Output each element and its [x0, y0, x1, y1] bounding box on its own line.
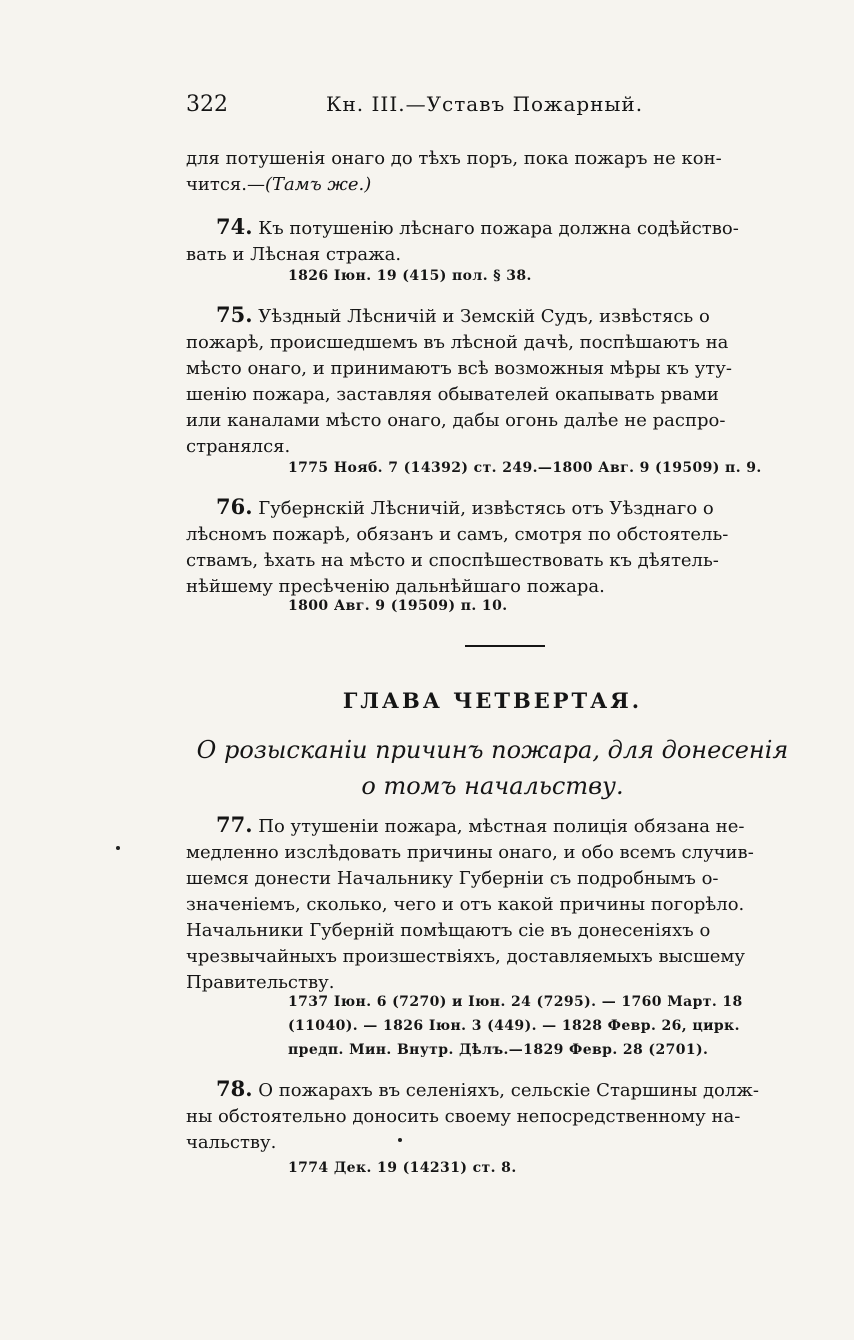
- ink-speck: [398, 1138, 402, 1142]
- text-line: вать и Лѣсная стража.: [186, 244, 402, 265]
- article-77: [186, 812, 799, 996]
- text-line: странялся.: [186, 436, 291, 457]
- text-line: пожарѣ, происшедшемъ въ лѣсной дачѣ, поспѣшаютъ на: [186, 332, 729, 353]
- article-number: 78.: [216, 1076, 253, 1101]
- text-span: Къ потушенію лѣснаго пожара должна содѣйство-: [258, 218, 739, 239]
- chapter-title: ГЛАВА ЧЕТВЕРТАЯ.: [342, 688, 643, 713]
- text-line: [186, 494, 799, 522]
- text-line: лѣсномъ пожарѣ, обязанъ и самъ, смотря по обстоятель-: [186, 524, 729, 545]
- text-line: ствамъ, ѣхать на мѣсто и споспѣшествовать къ дѣятель-: [186, 550, 719, 571]
- citation: 1774 Дек. 19 (14231) ст. 8.: [288, 1160, 517, 1176]
- page-header: [186, 92, 801, 122]
- running-head: Кн. III.—Уставъ Пожарный.: [326, 92, 644, 116]
- text-line: Начальники Губерній помѣщаютъ сіе въ донесеніяхъ о: [186, 920, 711, 941]
- article-78: [186, 1076, 799, 1156]
- text-line: [186, 302, 799, 330]
- section-divider: [465, 645, 545, 647]
- subtitle-line: о томъ начальству.: [361, 772, 624, 800]
- article-number: 75.: [216, 302, 253, 327]
- citation: 1775 Нояб. 7 (14392) ст. 249.—1800 Авг. 9 (19509) п. 9.: [288, 460, 762, 476]
- citation: [288, 990, 800, 1062]
- article-number: 74.: [216, 214, 253, 239]
- text-line: медленно изслѣдовать причины онаго, и обо всемъ случив-: [186, 842, 754, 863]
- text-line: или каналами мѣсто онаго, дабы огонь далѣе не распро-: [186, 410, 726, 431]
- chapter-subtitle: [186, 732, 799, 804]
- citation-line: 1737 Іюн. 6 (7270) и Іюн. 24 (7295). — 1760 Март. 18: [288, 994, 743, 1010]
- text-span: Губернскій Лѣсничій, извѣстясь отъ Уѣзднаго о: [258, 498, 714, 519]
- article-75: [186, 302, 799, 460]
- text-span: По утушеніи пожара, мѣстная полиція обязана не-: [258, 816, 745, 837]
- citation-line: предп. Мин. Внутр. Дѣлъ.—1829 Февр. 28 (2701).: [288, 1042, 709, 1058]
- text-line: Правительству.: [186, 972, 335, 993]
- text-span: чится.—: [186, 174, 266, 195]
- article-74: [186, 214, 799, 268]
- text-line: нѣйшему пресѣченію дальнѣйшаго пожара.: [186, 576, 605, 597]
- source-reference: (Тамъ же.): [265, 174, 372, 195]
- article-number: 77.: [216, 812, 253, 837]
- text-line: чальству.: [186, 1132, 277, 1153]
- text-line: [186, 812, 799, 840]
- text-line: [186, 214, 799, 242]
- text-line: ны обстоятельно доносить своему непосредственному на-: [186, 1106, 741, 1127]
- text-span: Уѣздный Лѣсничій и Земскій Судъ, извѣстясь о: [258, 306, 710, 327]
- citation: 1800 Авг. 9 (19509) п. 10.: [288, 598, 508, 614]
- intro-paragraph: [186, 146, 799, 198]
- ink-speck: [116, 846, 120, 850]
- citation: 1826 Іюн. 19 (415) пол. § 38.: [288, 268, 532, 284]
- text-line: значеніемъ, сколько, чего и отъ какой причины погорѣло.: [186, 894, 745, 915]
- text-line: для потушенія онаго до тѣхъ поръ, пока пожаръ не кон-: [186, 148, 722, 169]
- text-line: шенію пожара, заставляя обывателей окапывать рвами: [186, 384, 719, 405]
- citation-line: (11040). — 1826 Іюн. 3 (449). — 1828 Февр. 26, цирк.: [288, 1018, 740, 1034]
- text-line: шемся донести Начальнику Губерніи съ подробнымъ о-: [186, 868, 719, 889]
- text-line: [186, 172, 799, 198]
- text-line: [186, 1076, 799, 1104]
- article-76: [186, 494, 799, 600]
- text-span: О пожарахъ въ селеніяхъ, сельскіе Старшины долж-: [258, 1080, 759, 1101]
- article-number: 76.: [216, 494, 253, 519]
- page-number: 322: [186, 92, 228, 117]
- text-line: чрезвычайныхъ произшествіяхъ, доставляемыхъ высшему: [186, 946, 745, 967]
- subtitle-line: О розысканіи причинъ пожара, для донесенія: [196, 736, 789, 764]
- text-line: мѣсто онаго, и принимаютъ всѣ возможныя мѣры къ уту-: [186, 358, 732, 379]
